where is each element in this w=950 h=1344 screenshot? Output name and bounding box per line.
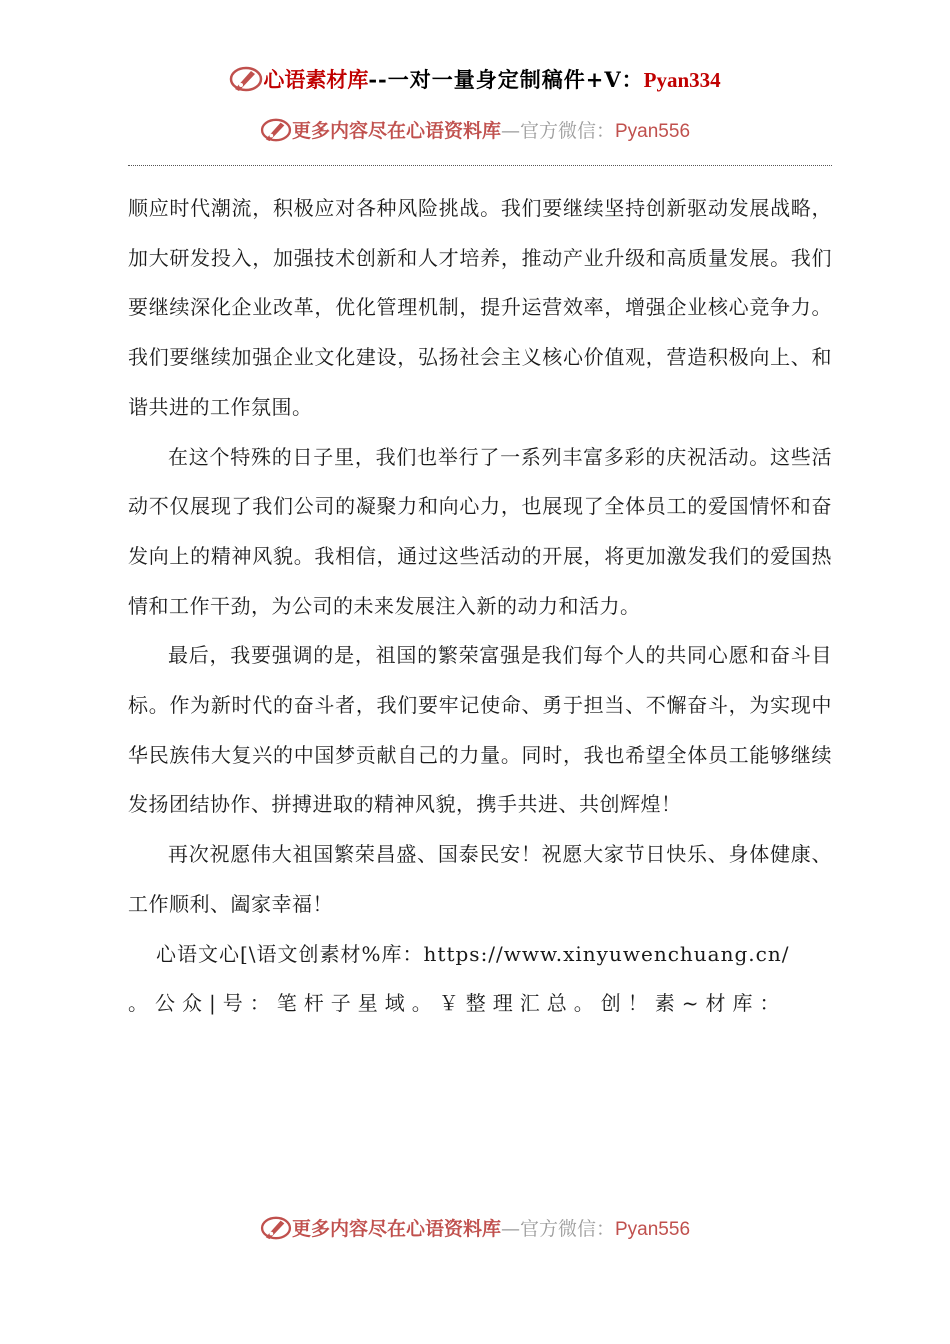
paragraph-1: 顺应时代潮流，积极应对各种风险挑战。我们要继续坚持创新驱动发展战略，加大研发投入，加强技术创新和人才培养，推动产业升级和高质量发展。我们要继续深化企业改革，优化管理机制，提升运营效率，增强企业核心竞争力。我们要继续加强企业文化建设，弘扬社会主义核心价值观，营造积极向上、和谐共进的工作氛围。 xyxy=(128,196,832,419)
brand-line-top xyxy=(0,116,950,148)
brand-line-wechat-label: —官方微信： xyxy=(500,120,615,142)
pen-nib-logo-icon xyxy=(260,1215,292,1246)
brand-line-wechat-id: Pyan556 xyxy=(615,1219,691,1240)
brand-line-wechat-label: —官方微信： xyxy=(500,1218,615,1240)
paragraph-4: 再次祝愿伟大祖国繁荣昌盛、国泰民安！祝愿大家节日快乐、身体健康、工作顺利、阖家幸福！ xyxy=(128,842,832,916)
header-slogan: 一对一量身定制稿件+V： xyxy=(387,67,644,92)
paragraph-3: 最后，我要强调的是，祖国的繁荣富强是我们每个人的共同心愿和奋斗目标。作为新时代的奋斗者，我们要牢记使命、勇于担当、不懈奋斗，为实现中华民族伟大复兴的中国梦贡献自己的力量。同时，我也希望全体员工能够继续发扬团结协作、拼搏进取的精神风貌，携手共进、共创辉煌！ xyxy=(128,643,832,817)
paragraph-2: 在这个特殊的日子里，我们也举行了一系列丰富多彩的庆祝活动。这些活动不仅展现了我们公司的凝聚力和向心力，也展现了全体员工的爱国情怀和奋发向上的精神风貌。我相信，通过这些活动的开展，将更加激发我们的爱国热情和工作干劲，为公司的未来发展注入新的动力和活力。 xyxy=(128,444,832,618)
brand-line-bottom xyxy=(0,1214,950,1246)
public-account-line: 。公众|号：笔杆子星域。￥整理汇总。创！素~材库： xyxy=(128,991,787,1016)
document-body xyxy=(128,184,832,1029)
pen-nib-logo-icon xyxy=(260,117,292,148)
header-brand: 心语素材库 xyxy=(263,67,369,92)
header-code: Pyan334 xyxy=(643,68,721,92)
brand-line-text: 更多内容尽在心语资料库 xyxy=(291,120,501,142)
header-separator: -- xyxy=(368,67,388,92)
source-line: 心语文心[\语文创素材%库：https://www.xinyuwenchuang.cn/ xyxy=(156,941,790,966)
pen-nib-logo-icon xyxy=(229,65,263,98)
page-header xyxy=(0,64,950,98)
brand-line-text: 更多内容尽在心语资料库 xyxy=(291,1218,501,1240)
header-divider xyxy=(128,165,832,166)
brand-line-wechat-id: Pyan556 xyxy=(615,121,691,142)
